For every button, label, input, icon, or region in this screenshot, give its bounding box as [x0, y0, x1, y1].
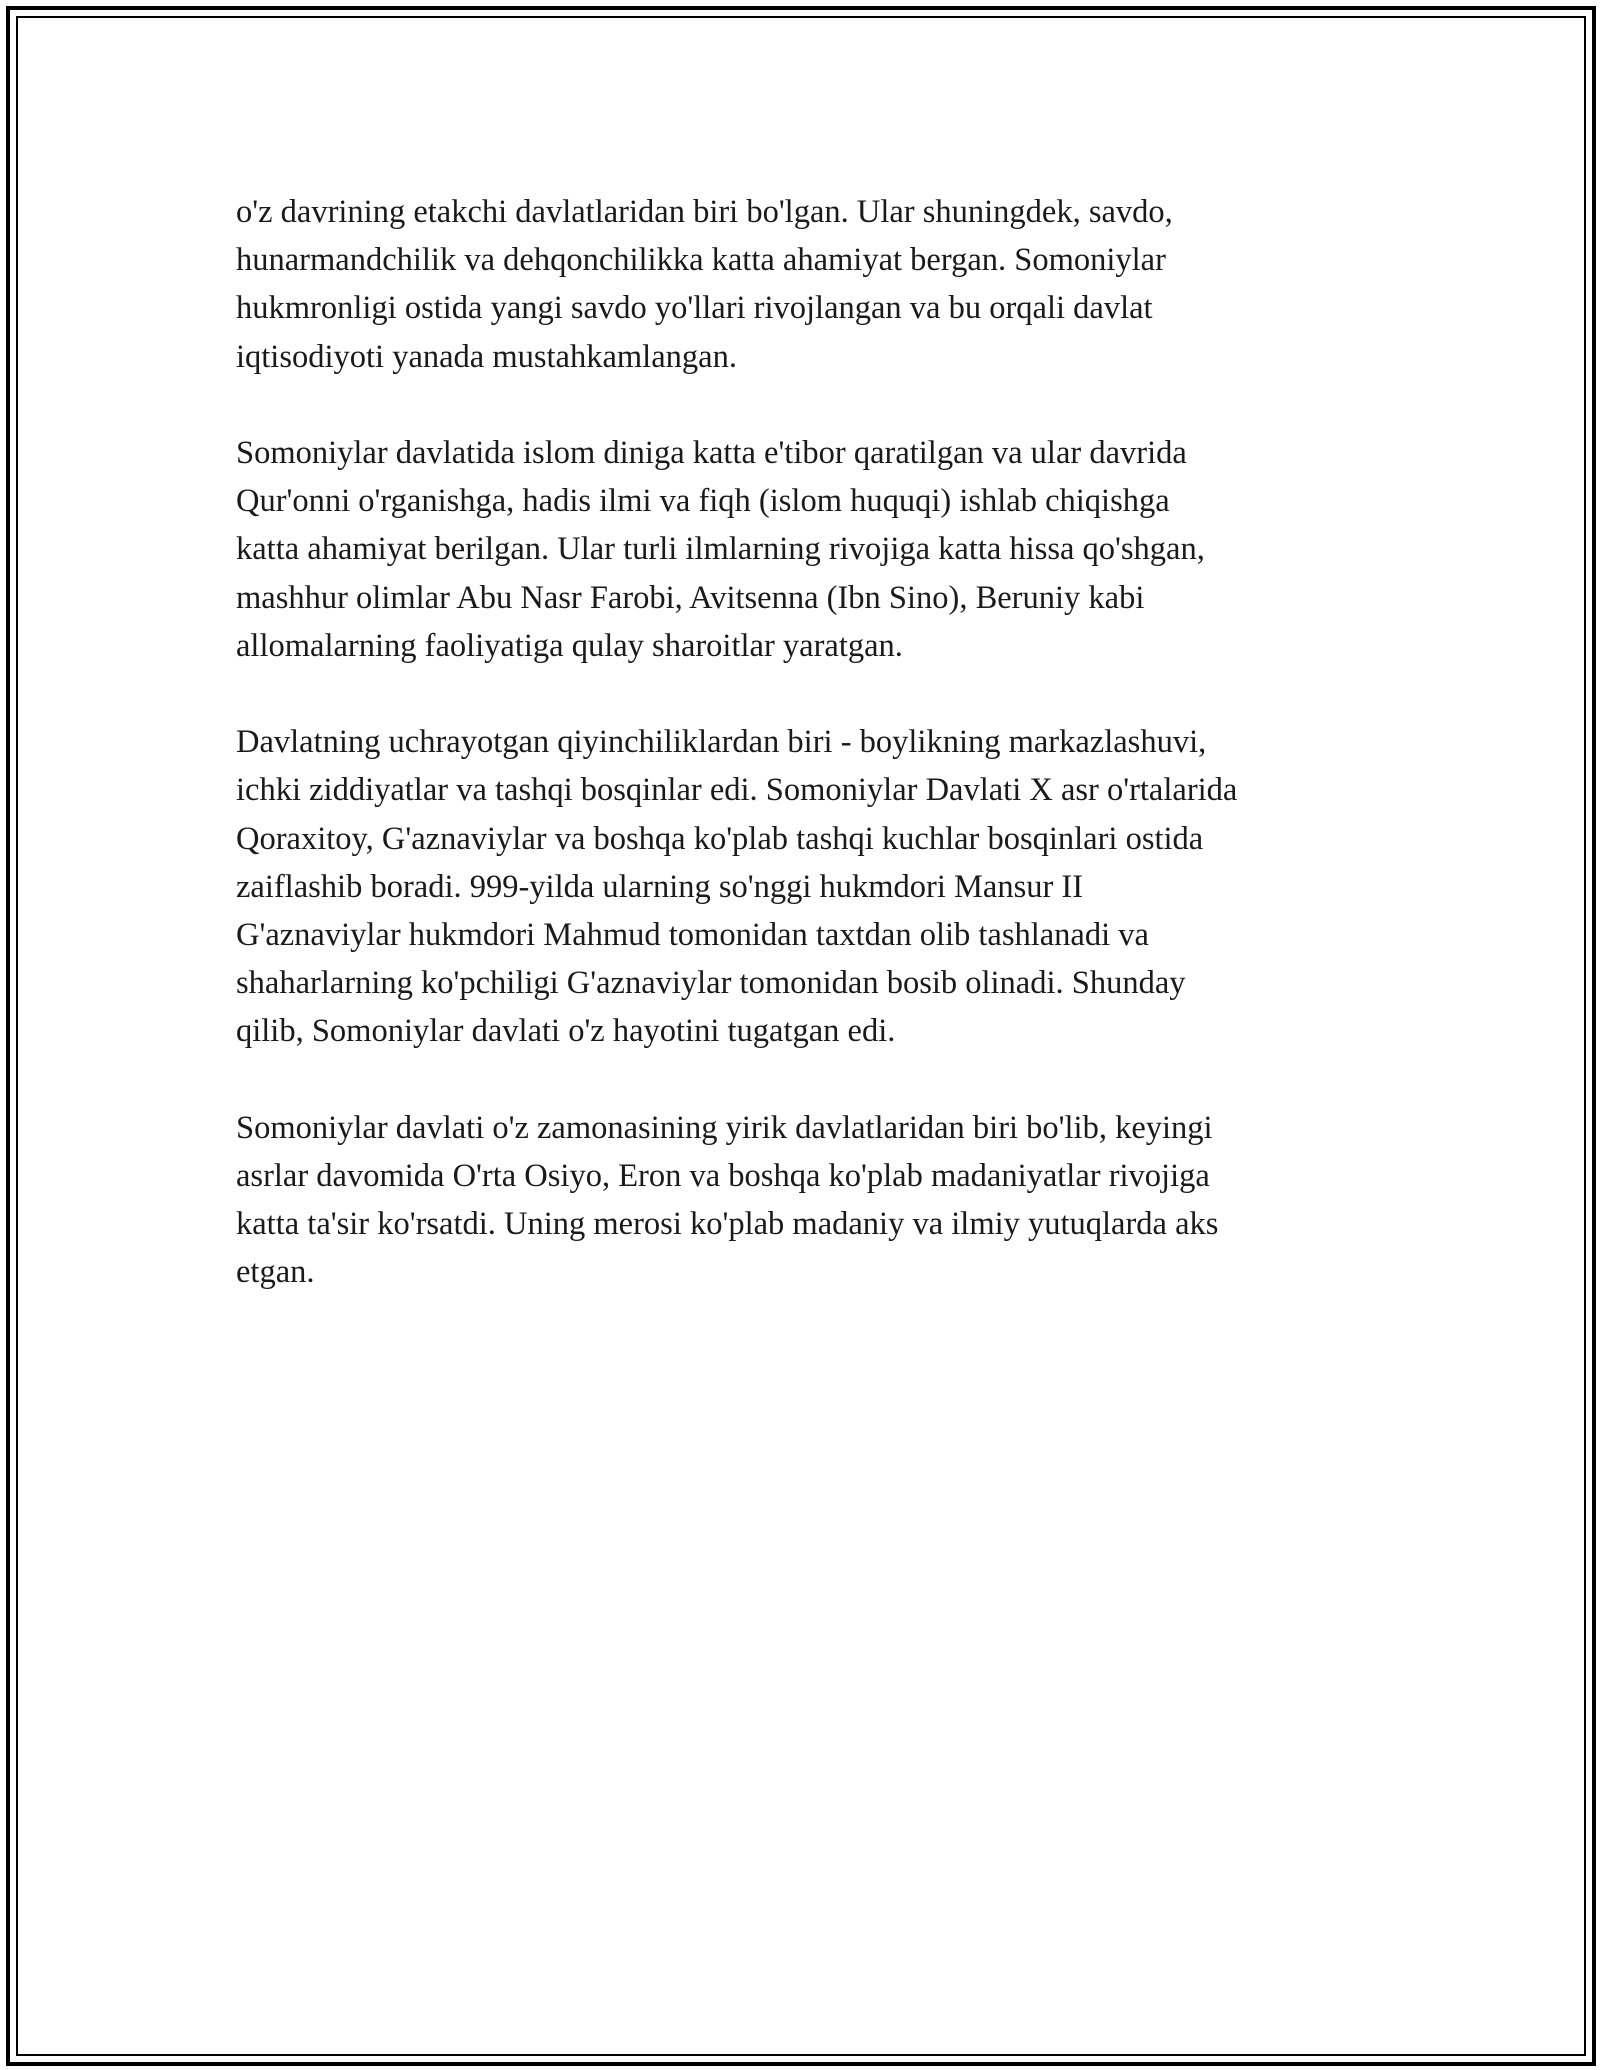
text-line: katta ahamiyat berilgan. Ular turli ilmlarning rivojiga katta hissa qo'shgan,	[236, 531, 1205, 568]
text-line: hunarmandchilik va dehqonchilikka katta ahamiyat bergan. Somoniylar	[236, 242, 1166, 279]
text-line: zaiflashib boradi. 999-yilda ularning so'nggi hukmdori Mansur II	[236, 868, 1084, 905]
text-line: hukmronligi ostida yangi savdo yo'llari rivojlangan va bu orqali davlat	[236, 290, 1153, 327]
text-line: shaharlarning ko'pchiligi G'aznaviylar tomonidan bosib olinadi. Shunday	[236, 965, 1186, 1002]
text-line: iqtisodiyoti yanada mustahkamlangan.	[236, 338, 737, 375]
text-line: o'z davrining etakchi davlatlaridan biri bo'lgan. Ular shuningdek, savdo,	[236, 194, 1173, 230]
text-line: Qur'onni o'rganishga, hadis ilmi va fiqh (islom huquqi) ishlab chiqishga	[236, 483, 1170, 520]
paragraph	[236, 188, 1386, 381]
paragraph	[236, 1104, 1386, 1297]
text-line: ichki ziddiyatlar va tashqi bosqinlar edi. Somoniylar Davlati X asr o'rtalarida	[236, 772, 1238, 809]
text-line: asrlar davomida O'rta Osiyo, Eron va boshqa ko'plab madaniyatlar rivojiga	[236, 1158, 1210, 1195]
paragraph	[236, 718, 1386, 1055]
paragraph	[236, 429, 1386, 670]
text-line: Davlatning uchrayotgan qiyinchiliklardan biri - boylikning markazlashuvi,	[236, 724, 1207, 761]
text-line: Somoniylar davlatida islom diniga katta e'tibor qaratilgan va ular davrida	[236, 435, 1187, 471]
text-line: qilib, Somoniylar davlati o'z hayotini tugatgan edi.	[236, 1013, 896, 1050]
text-line: etgan.	[236, 1254, 315, 1291]
text-line: allomalarning faoliyatiga qulay sharoitlar yaratgan.	[236, 627, 903, 664]
text-line: Qoraxitoy, G'aznaviylar va boshqa ko'plab tashqi kuchlar bosqinlari ostida	[236, 820, 1204, 857]
text-line: G'aznaviylar hukmdori Mahmud tomonidan taxtdan olib tashlanadi va	[236, 917, 1149, 954]
text-line: Somoniylar davlati o'z zamonasining yirik davlatlaridan biri bo'lib, keyingi	[236, 1109, 1213, 1146]
document-body	[236, 188, 1386, 1345]
text-line: mashhur olimlar Abu Nasr Farobi, Avitsenna (Ibn Sino), Beruniy kabi	[236, 579, 1145, 616]
text-line: katta ta'sir ko'rsatdi. Uning merosi ko'plab madaniy va ilmiy yutuqlarda aks	[236, 1206, 1219, 1243]
